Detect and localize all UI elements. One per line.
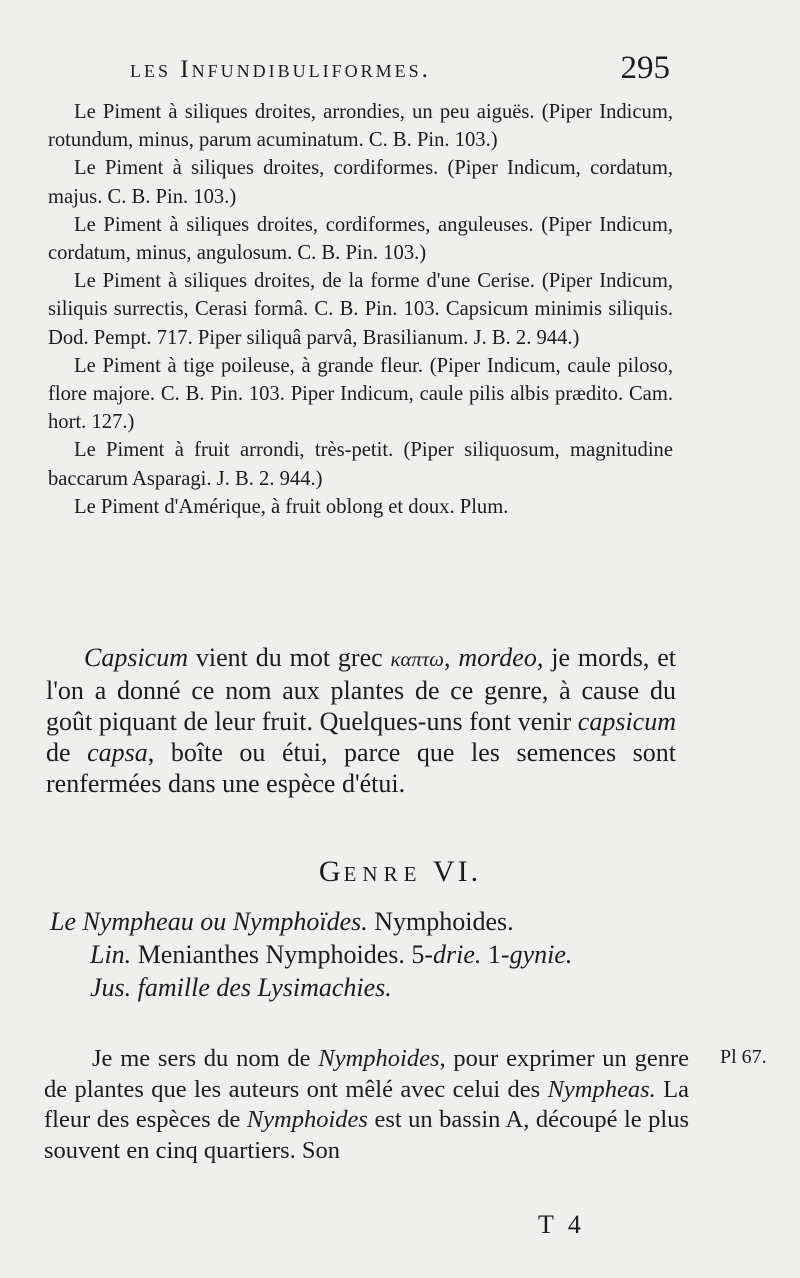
- plate-reference: Pl 67.: [720, 1046, 767, 1068]
- text-run: vient du mot grec: [188, 643, 391, 672]
- text-run: Je me sers du nom de: [92, 1045, 319, 1072]
- heading-numeral: VI.: [432, 855, 482, 888]
- synonym-entry: Le Piment à siliques droites, cordiformes. (Piper Indicum, cordatum, majus. C. B. Pin. 103.): [48, 157, 673, 208]
- term-mordeo: mordeo: [458, 643, 537, 672]
- term-nymphoides: Nymphoides: [246, 1106, 368, 1133]
- etymology-paragraph: [46, 642, 676, 799]
- linnaeus-ref: Lin.: [90, 940, 132, 969]
- text-run: ,: [443, 643, 459, 672]
- term-nympheas: Nympheas.: [547, 1075, 656, 1103]
- text-run: , boîte ou étui, parce que les semences sont renfermées dans une espèce d'étui.: [46, 738, 677, 798]
- running-head: [130, 50, 670, 90]
- jussieu-ref: Jus. famille des Lysimachies.: [90, 973, 392, 1002]
- text-run: drie.: [433, 940, 482, 969]
- running-title: les Infundibuliformes.: [130, 56, 431, 83]
- genus-latin-name: Nymphoides.: [367, 907, 514, 936]
- text-run: Menianthes Nymphoides. 5-: [131, 940, 434, 969]
- term-capsicum: Capsicum: [84, 643, 188, 672]
- text-run: La fleur des espèces de: [44, 1075, 689, 1133]
- text-run: , je mords, et l'on a donné ce nom aux plantes de ce genre, à cause du goût piquant de leur fruit. Quelques-uns font venir: [46, 643, 676, 736]
- genus-heading: [0, 855, 800, 889]
- synonym-list: [48, 98, 673, 521]
- synonym-entry: Le Piment à siliques droites, cordiformes, anguleuses. (Piper Indicum, cordatum, minus, angulosum. C. B. Pin. 103.): [48, 213, 673, 265]
- synonym-entry: Le Piment à tige poileuse, à grande fleur. (Piper Indicum, caule piloso, flore majore. C. B. Pin. 103. Piper Indicum, caule pilis albis prædito. Cam. hort. 127.): [48, 354, 673, 434]
- genus-french-name: Le Nympheau ou Nymphoïdes.: [50, 907, 368, 936]
- synonym-entry: Le Piment à siliques droites, arrondies, un peu aiguës. (Piper Indicum, rotundum, minus, parum acuminatum. C. B. Pin. 103.): [48, 101, 673, 152]
- genus-name-block: [50, 905, 680, 1004]
- synonym-entry: Le Piment d'Amérique, à fruit oblong et doux. Plum.: [74, 495, 509, 518]
- description-paragraph: [44, 1044, 689, 1166]
- text-run: 1-: [481, 940, 510, 969]
- text-run: de: [46, 738, 88, 767]
- page-number: 295: [620, 50, 670, 86]
- synonym-entry: Le Piment à fruit arrondi, très-petit. (Piper siliquosum, magnitudine baccarum Asparagi. J. B. 2. 944.): [48, 439, 673, 490]
- text-run: , pour exprimer un genre de plantes que les auteurs ont mêlé avec celui des: [44, 1045, 690, 1103]
- text-run: gynie.: [509, 940, 573, 969]
- signature-mark: T 4: [538, 1210, 585, 1239]
- heading-smallcaps: ENRE: [343, 862, 423, 886]
- heading-initial: G: [318, 855, 344, 888]
- synonym-entry: Le Piment à siliques droites, de la forme d'une Cerise. (Piper Indicum, siliquis surrectis, Cerasi formâ. C. B. Pin. 103. Capsicum minimis siliquis. Dod. Pempt. 717. Piper siliquâ parvâ, Brasilianum. J. B. 2. 944.): [48, 270, 673, 349]
- term-nymphoides: Nymphoides: [318, 1045, 440, 1072]
- text-run: est un bassin A, découpé le plus souvent en cinq quartiers. Son: [44, 1106, 689, 1164]
- term-capsicum: capsicum: [577, 707, 676, 736]
- greek-word: καπτω: [390, 648, 444, 671]
- term-capsa: capsa: [87, 738, 148, 767]
